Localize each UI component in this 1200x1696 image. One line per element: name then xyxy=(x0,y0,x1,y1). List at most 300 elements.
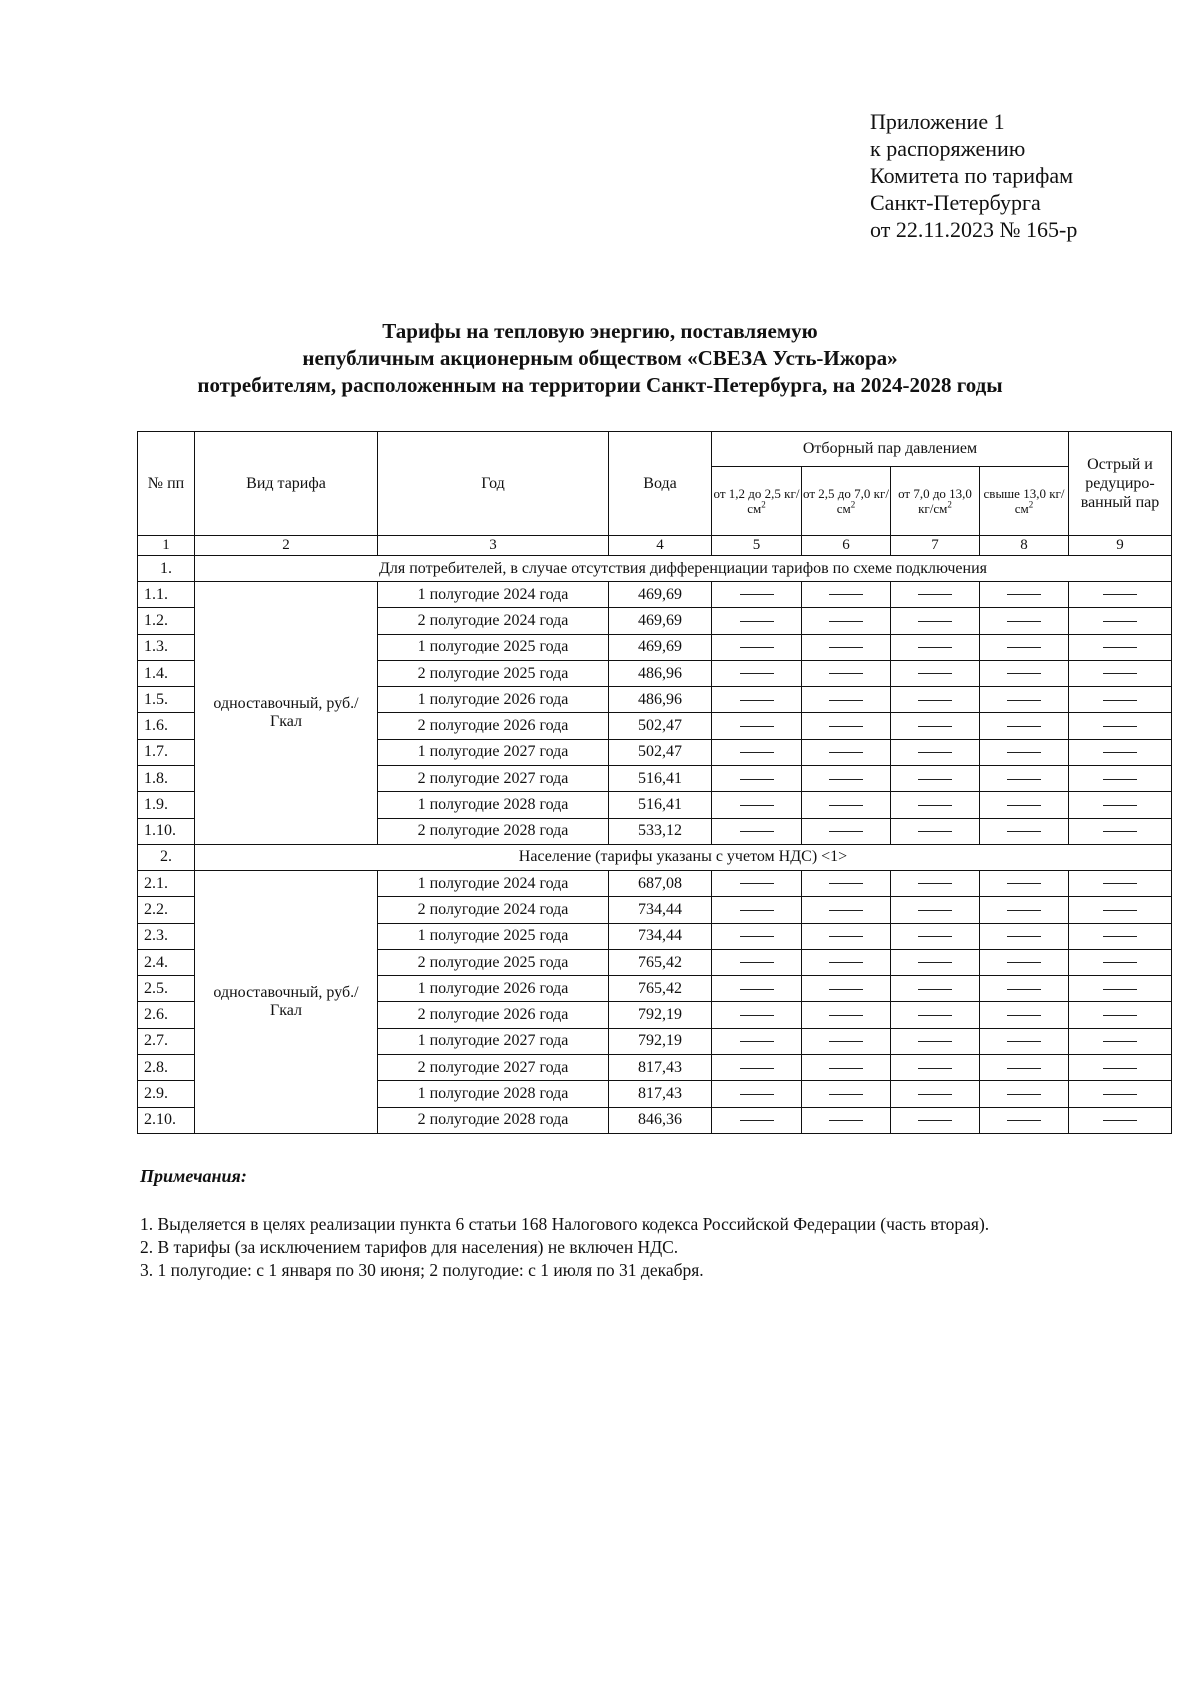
row-year: 1 полугодие 2025 года xyxy=(378,923,609,949)
dash-icon xyxy=(1007,779,1041,780)
tariff-type: одноставочный, руб./Гкал xyxy=(195,582,378,845)
empty-value-cell xyxy=(802,582,891,608)
empty-value-cell xyxy=(712,608,802,634)
row-year: 2 полугодие 2024 года xyxy=(378,608,609,634)
empty-value-cell xyxy=(891,1028,980,1054)
dash-icon xyxy=(829,831,863,832)
dash-icon xyxy=(1007,805,1041,806)
row-year: 2 полугодие 2024 года xyxy=(378,897,609,923)
dash-icon xyxy=(1103,962,1137,963)
empty-value-cell xyxy=(1069,608,1172,634)
empty-value-cell xyxy=(712,660,802,686)
dash-icon xyxy=(1103,1015,1137,1016)
row-water-value: 765,42 xyxy=(609,949,712,975)
dash-icon xyxy=(1007,831,1041,832)
empty-value-cell xyxy=(802,976,891,1002)
row-year: 1 полугодие 2026 года xyxy=(378,687,609,713)
superscript: 2 xyxy=(1028,499,1034,510)
empty-value-cell xyxy=(1069,634,1172,660)
dash-icon xyxy=(918,831,952,832)
dash-icon xyxy=(829,700,863,701)
dash-icon xyxy=(1103,883,1137,884)
empty-value-cell xyxy=(1069,660,1172,686)
dash-icon xyxy=(1007,1094,1041,1095)
empty-value-cell xyxy=(1069,766,1172,792)
header-year: Год xyxy=(378,432,609,536)
dash-icon xyxy=(740,673,774,674)
empty-value-cell xyxy=(891,923,980,949)
superscript: 2 xyxy=(761,499,766,510)
dash-icon xyxy=(1007,936,1041,937)
dash-icon xyxy=(1007,1015,1041,1016)
empty-value-cell xyxy=(891,766,980,792)
dash-icon xyxy=(740,726,774,727)
row-water-value: 469,69 xyxy=(609,634,712,660)
row-code: 2.3. xyxy=(138,923,195,949)
dash-icon xyxy=(740,700,774,701)
note-item: 1. Выделяется в целях реализации пункта 6 статьи 168 Налогового кодекса Российской Федерации (часть вторая). xyxy=(140,1214,990,1234)
dash-icon xyxy=(740,1041,774,1042)
empty-value-cell xyxy=(891,713,980,739)
dash-icon xyxy=(1007,647,1041,648)
row-water-value: 817,43 xyxy=(609,1055,712,1081)
appendix-block xyxy=(870,108,1077,243)
appendix-line: Санкт-Петербурга xyxy=(870,190,1041,215)
row-code: 2.9. xyxy=(138,1081,195,1107)
empty-value-cell xyxy=(802,660,891,686)
empty-value-cell xyxy=(980,739,1069,765)
row-water-value: 486,96 xyxy=(609,660,712,686)
dash-icon xyxy=(1103,1068,1137,1069)
dash-icon xyxy=(918,700,952,701)
dash-icon xyxy=(740,805,774,806)
dash-icon xyxy=(1103,989,1137,990)
dash-icon xyxy=(829,962,863,963)
header-steam-1-label: от 1,2 до 2,5 кг/см xyxy=(713,486,800,516)
dash-icon xyxy=(829,673,863,674)
dash-icon xyxy=(1103,726,1137,727)
empty-value-cell xyxy=(1069,870,1172,896)
row-code: 2.6. xyxy=(138,1002,195,1028)
empty-value-cell xyxy=(1069,792,1172,818)
empty-value-cell xyxy=(980,687,1069,713)
dash-icon xyxy=(1007,1120,1041,1121)
dash-icon xyxy=(918,936,952,937)
dash-icon xyxy=(829,779,863,780)
dash-icon xyxy=(918,621,952,622)
empty-value-cell xyxy=(712,792,802,818)
row-year: 2 полугодие 2028 года xyxy=(378,818,609,844)
superscript: 2 xyxy=(850,499,856,510)
empty-value-cell xyxy=(802,897,891,923)
row-code: 2.1. xyxy=(138,870,195,896)
table-row xyxy=(138,582,1172,608)
empty-value-cell xyxy=(712,897,802,923)
empty-value-cell xyxy=(891,870,980,896)
section-title: Население (тарифы указаны с учетом НДС) <1> xyxy=(195,844,1172,870)
row-water-value: 469,69 xyxy=(609,608,712,634)
row-year: 1 полугодие 2024 года xyxy=(378,582,609,608)
header-steam-2-label: от 2,5 до 7,0 кг/см xyxy=(803,486,889,516)
empty-value-cell xyxy=(980,897,1069,923)
empty-value-cell xyxy=(712,923,802,949)
empty-value-cell xyxy=(1069,1081,1172,1107)
empty-value-cell xyxy=(802,792,891,818)
empty-value-cell xyxy=(712,687,802,713)
header-steam-4 xyxy=(980,467,1069,536)
empty-value-cell xyxy=(891,582,980,608)
row-code: 1.5. xyxy=(138,687,195,713)
column-index: 6 xyxy=(802,536,891,556)
dash-icon xyxy=(1007,1068,1041,1069)
row-code: 1.1. xyxy=(138,582,195,608)
section-code: 1. xyxy=(138,556,195,582)
notes-title: Примечания: xyxy=(140,1166,247,1186)
empty-value-cell xyxy=(1069,949,1172,975)
tariff-type: одноставочный, руб./Гкал xyxy=(195,870,378,1133)
empty-value-cell xyxy=(802,949,891,975)
empty-value-cell xyxy=(980,792,1069,818)
column-index: 9 xyxy=(1069,536,1172,556)
dash-icon xyxy=(1103,936,1137,937)
dash-icon xyxy=(740,989,774,990)
empty-value-cell xyxy=(802,713,891,739)
notes-list xyxy=(140,1213,989,1282)
dash-icon xyxy=(740,910,774,911)
empty-value-cell xyxy=(891,792,980,818)
dash-icon xyxy=(918,594,952,595)
dash-icon xyxy=(740,1094,774,1095)
dash-icon xyxy=(918,1094,952,1095)
dash-icon xyxy=(918,1015,952,1016)
dash-icon xyxy=(740,1068,774,1069)
empty-value-cell xyxy=(980,582,1069,608)
row-code: 1.2. xyxy=(138,608,195,634)
empty-value-cell xyxy=(980,976,1069,1002)
empty-value-cell xyxy=(891,976,980,1002)
empty-value-cell xyxy=(712,766,802,792)
empty-value-cell xyxy=(980,608,1069,634)
empty-value-cell xyxy=(891,818,980,844)
header-vid: Вид тарифа xyxy=(195,432,378,536)
title-line: непубличным акционерным обществом «СВЕЗА Усть-Ижора» xyxy=(302,346,898,370)
empty-value-cell xyxy=(802,1028,891,1054)
row-water-value: 687,08 xyxy=(609,870,712,896)
column-index: 4 xyxy=(609,536,712,556)
row-code: 2.5. xyxy=(138,976,195,1002)
dash-icon xyxy=(918,910,952,911)
dash-icon xyxy=(829,1015,863,1016)
row-year: 2 полугодие 2025 года xyxy=(378,949,609,975)
dash-icon xyxy=(829,936,863,937)
document-title xyxy=(0,318,1200,399)
row-water-value: 516,41 xyxy=(609,766,712,792)
dash-icon xyxy=(1007,726,1041,727)
row-year: 2 полугодие 2026 года xyxy=(378,1002,609,1028)
row-year: 1 полугодие 2028 года xyxy=(378,1081,609,1107)
dash-icon xyxy=(918,779,952,780)
title-line: Тарифы на тепловую энергию, поставляемую xyxy=(382,319,818,343)
empty-value-cell xyxy=(980,660,1069,686)
empty-value-cell xyxy=(891,949,980,975)
empty-value-cell xyxy=(712,1055,802,1081)
dash-icon xyxy=(1103,779,1137,780)
column-index: 7 xyxy=(891,536,980,556)
dash-icon xyxy=(918,1068,952,1069)
dash-icon xyxy=(740,621,774,622)
empty-value-cell xyxy=(802,1002,891,1028)
empty-value-cell xyxy=(712,1107,802,1133)
row-year: 1 полугодие 2024 года xyxy=(378,870,609,896)
dash-icon xyxy=(740,647,774,648)
empty-value-cell xyxy=(891,897,980,923)
empty-value-cell xyxy=(712,1081,802,1107)
dash-icon xyxy=(1103,1120,1137,1121)
dash-icon xyxy=(829,910,863,911)
dash-icon xyxy=(1007,883,1041,884)
empty-value-cell xyxy=(802,818,891,844)
row-year: 2 полугодие 2028 года xyxy=(378,1107,609,1133)
row-water-value: 502,47 xyxy=(609,739,712,765)
empty-value-cell xyxy=(891,739,980,765)
dash-icon xyxy=(918,647,952,648)
row-water-value: 502,47 xyxy=(609,713,712,739)
appendix-line: Комитета по тарифам xyxy=(870,163,1074,188)
row-code: 2.4. xyxy=(138,949,195,975)
dash-icon xyxy=(918,1120,952,1121)
dash-icon xyxy=(740,936,774,937)
empty-value-cell xyxy=(712,949,802,975)
dash-icon xyxy=(918,726,952,727)
title-line: потребителям, расположенным на территории Санкт-Петербурга, на 2024-2028 годы xyxy=(197,373,1003,397)
dash-icon xyxy=(1007,673,1041,674)
row-year: 1 полугодие 2027 года xyxy=(378,739,609,765)
dash-icon xyxy=(740,594,774,595)
empty-value-cell xyxy=(1069,739,1172,765)
empty-value-cell xyxy=(980,1081,1069,1107)
row-year: 2 полугодие 2025 года xyxy=(378,660,609,686)
section-row xyxy=(138,556,1172,582)
appendix-line: Приложение 1 xyxy=(870,109,1005,134)
row-year: 1 полугодие 2028 года xyxy=(378,792,609,818)
dash-icon xyxy=(918,805,952,806)
empty-value-cell xyxy=(980,1002,1069,1028)
empty-value-cell xyxy=(891,608,980,634)
empty-value-cell xyxy=(802,1055,891,1081)
row-year: 1 полугодие 2025 года xyxy=(378,634,609,660)
row-code: 2.7. xyxy=(138,1028,195,1054)
table-body xyxy=(138,536,1172,1134)
dash-icon xyxy=(740,883,774,884)
dash-icon xyxy=(1007,752,1041,753)
empty-value-cell xyxy=(802,766,891,792)
empty-value-cell xyxy=(1069,923,1172,949)
row-code: 1.7. xyxy=(138,739,195,765)
dash-icon xyxy=(1103,594,1137,595)
dash-icon xyxy=(1007,989,1041,990)
dash-icon xyxy=(740,1015,774,1016)
empty-value-cell xyxy=(980,870,1069,896)
dash-icon xyxy=(1007,1041,1041,1042)
section-row xyxy=(138,844,1172,870)
dash-icon xyxy=(829,752,863,753)
dash-icon xyxy=(1103,831,1137,832)
header-steam-4-label: свыше 13,0 кг/см xyxy=(983,486,1065,516)
dash-icon xyxy=(918,962,952,963)
dash-icon xyxy=(1007,962,1041,963)
empty-value-cell xyxy=(891,1055,980,1081)
column-index: 8 xyxy=(980,536,1069,556)
dash-icon xyxy=(829,1094,863,1095)
superscript: 2 xyxy=(947,499,952,510)
header-steam-3 xyxy=(891,467,980,536)
dash-icon xyxy=(1103,1094,1137,1095)
column-index: 2 xyxy=(195,536,378,556)
empty-value-cell xyxy=(980,766,1069,792)
column-index-row xyxy=(138,536,1172,556)
dash-icon xyxy=(829,1041,863,1042)
dash-icon xyxy=(740,779,774,780)
dash-icon xyxy=(740,962,774,963)
row-water-value: 533,12 xyxy=(609,818,712,844)
dash-icon xyxy=(918,989,952,990)
dash-icon xyxy=(918,752,952,753)
column-index: 5 xyxy=(712,536,802,556)
row-code: 1.9. xyxy=(138,792,195,818)
empty-value-cell xyxy=(891,660,980,686)
row-year: 1 полугодие 2027 года xyxy=(378,1028,609,1054)
empty-value-cell xyxy=(1069,1002,1172,1028)
note-item: 2. В тарифы (за исключением тарифов для населения) не включен НДС. xyxy=(140,1237,679,1257)
row-water-value: 486,96 xyxy=(609,687,712,713)
dash-icon xyxy=(1103,910,1137,911)
dash-icon xyxy=(918,673,952,674)
dash-icon xyxy=(829,1120,863,1121)
dash-icon xyxy=(829,883,863,884)
row-water-value: 469,69 xyxy=(609,582,712,608)
empty-value-cell xyxy=(1069,818,1172,844)
header-water: Вода xyxy=(609,432,712,536)
empty-value-cell xyxy=(980,818,1069,844)
row-code: 2.8. xyxy=(138,1055,195,1081)
dash-icon xyxy=(829,647,863,648)
empty-value-cell xyxy=(980,1055,1069,1081)
dash-icon xyxy=(740,831,774,832)
note-item: 3. 1 полугодие: с 1 января по 30 июня; 2 полугодие: с 1 июля по 31 декабря. xyxy=(140,1260,704,1280)
empty-value-cell xyxy=(712,739,802,765)
row-water-value: 734,44 xyxy=(609,923,712,949)
empty-value-cell xyxy=(980,1028,1069,1054)
empty-value-cell xyxy=(1069,582,1172,608)
empty-value-cell xyxy=(980,949,1069,975)
dash-icon xyxy=(1103,805,1137,806)
empty-value-cell xyxy=(712,713,802,739)
empty-value-cell xyxy=(980,634,1069,660)
row-water-value: 516,41 xyxy=(609,792,712,818)
empty-value-cell xyxy=(1069,1107,1172,1133)
empty-value-cell xyxy=(802,687,891,713)
dash-icon xyxy=(1103,621,1137,622)
row-code: 1.10. xyxy=(138,818,195,844)
dash-icon xyxy=(1103,647,1137,648)
empty-value-cell xyxy=(712,1028,802,1054)
row-code: 2.10. xyxy=(138,1107,195,1133)
dash-icon xyxy=(829,989,863,990)
row-code: 2.2. xyxy=(138,897,195,923)
empty-value-cell xyxy=(980,1107,1069,1133)
row-code: 1.3. xyxy=(138,634,195,660)
dash-icon xyxy=(740,1120,774,1121)
dash-icon xyxy=(1103,673,1137,674)
header-num: № пп xyxy=(138,432,195,536)
dash-icon xyxy=(1007,910,1041,911)
row-year: 2 полугодие 2027 года xyxy=(378,766,609,792)
empty-value-cell xyxy=(802,634,891,660)
empty-value-cell xyxy=(802,739,891,765)
dash-icon xyxy=(740,752,774,753)
dash-icon xyxy=(918,1041,952,1042)
dash-icon xyxy=(829,726,863,727)
empty-value-cell xyxy=(802,1107,891,1133)
column-index: 3 xyxy=(378,536,609,556)
dash-icon xyxy=(1103,752,1137,753)
row-year: 2 полугодие 2026 года xyxy=(378,713,609,739)
row-code: 1.4. xyxy=(138,660,195,686)
empty-value-cell xyxy=(712,976,802,1002)
dash-icon xyxy=(1103,700,1137,701)
row-water-value: 792,19 xyxy=(609,1028,712,1054)
appendix-line: от 22.11.2023 № 165-р xyxy=(870,217,1078,242)
empty-value-cell xyxy=(891,1081,980,1107)
dash-icon xyxy=(829,805,863,806)
row-year: 2 полугодие 2027 года xyxy=(378,1055,609,1081)
empty-value-cell xyxy=(980,923,1069,949)
empty-value-cell xyxy=(712,582,802,608)
empty-value-cell xyxy=(712,818,802,844)
empty-value-cell xyxy=(891,1107,980,1133)
empty-value-cell xyxy=(891,1002,980,1028)
empty-value-cell xyxy=(1069,713,1172,739)
row-water-value: 734,44 xyxy=(609,897,712,923)
section-title: Для потребителей, в случае отсутствия дифференциации тарифов по схеме подключения xyxy=(195,556,1172,582)
row-water-value: 792,19 xyxy=(609,1002,712,1028)
empty-value-cell xyxy=(712,870,802,896)
row-water-value: 846,36 xyxy=(609,1107,712,1133)
dash-icon xyxy=(1103,1041,1137,1042)
empty-value-cell xyxy=(1069,976,1172,1002)
empty-value-cell xyxy=(1069,1055,1172,1081)
appendix-line: к распоряжению xyxy=(870,136,1026,161)
column-index: 1 xyxy=(138,536,195,556)
dash-icon xyxy=(829,1068,863,1069)
header-steam-1 xyxy=(712,467,802,536)
empty-value-cell xyxy=(802,608,891,634)
row-water-value: 817,43 xyxy=(609,1081,712,1107)
empty-value-cell xyxy=(980,713,1069,739)
empty-value-cell xyxy=(712,1002,802,1028)
header-sharp-steam: Острый и редуциро-ванный пар xyxy=(1069,432,1172,536)
header-steam-group: Отборный пар давлением xyxy=(712,432,1069,467)
dash-icon xyxy=(829,621,863,622)
header-steam-3-label: от 7,0 до 13,0 кг/см xyxy=(898,486,972,516)
empty-value-cell xyxy=(891,687,980,713)
row-year: 1 полугодие 2026 года xyxy=(378,976,609,1002)
row-code: 1.6. xyxy=(138,713,195,739)
empty-value-cell xyxy=(1069,897,1172,923)
row-water-value: 765,42 xyxy=(609,976,712,1002)
header-steam-2 xyxy=(802,467,891,536)
row-code: 1.8. xyxy=(138,766,195,792)
